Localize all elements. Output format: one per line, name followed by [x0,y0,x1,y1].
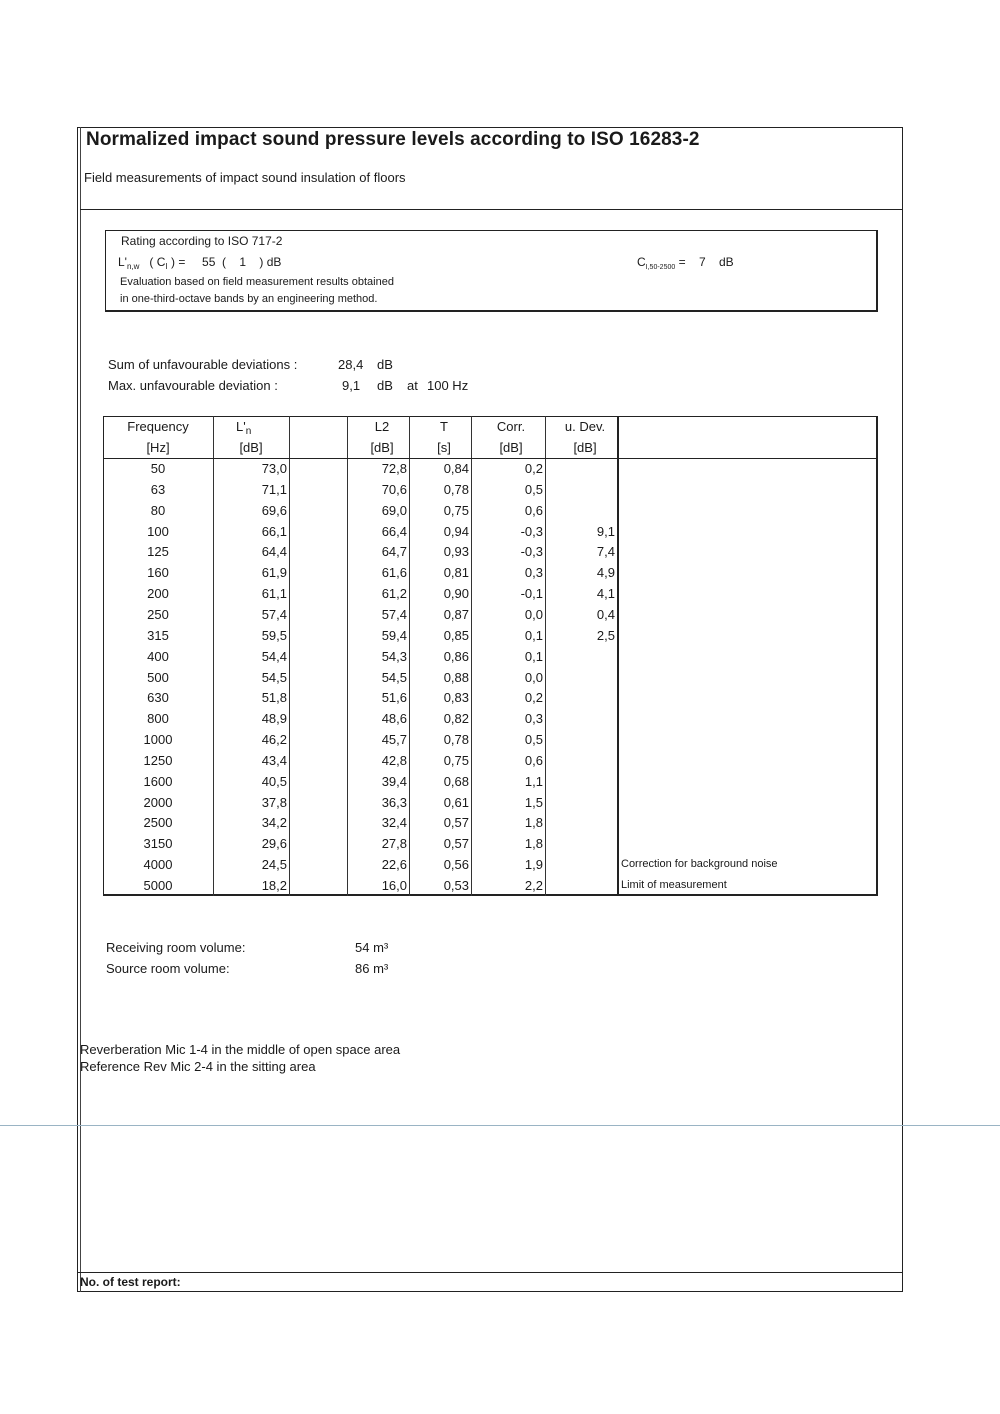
cell-ln: 73,0 [261,461,287,476]
cell-l2: 48,6 [381,711,407,726]
cell-ln: 71,1 [261,482,287,497]
lnw-subscript: n,w [126,262,140,271]
rating-heading: Rating according to ISO 717-2 [121,234,283,248]
cell-ln: 61,9 [261,565,287,580]
header-udev-unit: [dB] [573,440,597,455]
cell-l2: 54,3 [381,649,407,664]
header-corr-unit: [dB] [499,440,523,455]
sum-deviations-label: Sum of unfavourable deviations : [108,357,298,372]
cell-l2: 64,7 [381,544,407,559]
cell-l2: 57,4 [381,607,407,622]
cell-corr: 0,5 [524,732,543,747]
cell-t: 0,93 [443,544,469,559]
cell-t: 0,90 [443,586,469,601]
cell-l2: 61,2 [381,586,407,601]
cell-frequency: 5000 [143,878,173,893]
cell-corr: 0,1 [524,649,543,664]
header-udev: u. Dev. [564,419,606,434]
cell-l2: 36,3 [381,795,407,810]
cell-t: 0,75 [443,753,469,768]
remark-line-2: Reference Rev Mic 2-4 in the sitting area [80,1059,316,1074]
cell-t: 0,94 [443,524,469,539]
evaluation-line-1: Evaluation based on field measurement results obtained [120,276,394,288]
cell-frequency: 200 [147,586,169,601]
cell-l2: 16,0 [381,878,407,893]
header-t-unit: [s] [437,440,451,455]
cell-l2: 69,0 [381,503,407,518]
cell-corr: 0,2 [524,690,543,705]
cell-corr: 1,8 [524,815,543,830]
cell-ln: 37,8 [261,795,287,810]
cell-frequency: 125 [147,544,169,559]
cell-l2: 61,6 [381,565,407,580]
footer-separator [77,1272,903,1273]
header-corr: Corr. [496,419,526,434]
cell-t: 0,78 [443,732,469,747]
ci-symbol: C [156,255,166,269]
cell-udev: 0,4 [596,607,615,622]
cell-udev: 4,9 [596,565,615,580]
cell-l2: 32,4 [381,815,407,830]
cell-ln: 64,4 [261,544,287,559]
cell-corr: 0,0 [524,670,543,685]
cell-corr: 1,5 [524,795,543,810]
col-rule [545,416,546,896]
cell-frequency: 100 [147,524,169,539]
remark-line-1: Reverberation Mic 1-4 in the middle of open space area [80,1042,401,1057]
cell-frequency: 3150 [143,836,173,851]
header-ln-unit: [dB] [239,440,263,455]
cell-corr: 2,2 [524,878,543,893]
rating-formula: $L'_{n,w}$ ( $C_I$ ) = 55 ( 1 ) dB [118,255,282,271]
cell-l2: 45,7 [381,732,407,747]
cell-ln: 57,4 [261,607,287,622]
cell-ln: 54,4 [261,649,287,664]
cell-corr: 1,1 [524,774,543,789]
scan-artifact-line [0,1125,1000,1126]
header-separator [80,209,903,210]
cell-l2: 54,5 [381,670,407,685]
ci-range-subscript: I,50-2500 [645,264,676,271]
cell-udev: 9,1 [596,524,615,539]
ci-value: 1 [239,255,247,269]
page-subtitle: Field measurements of impact sound insulation of floors [84,170,406,185]
cell-ln: 43,4 [261,753,287,768]
evaluation-line-2: in one-third-octave bands by an engineering method. [120,293,378,305]
cell-corr: -0,3 [520,544,543,559]
cell-t: 0,53 [443,878,469,893]
cell-t: 0,57 [443,815,469,830]
cell-corr: -0,1 [520,586,543,601]
max-deviation-frequency: 100 Hz [427,378,469,393]
cell-corr: 0,6 [524,753,543,768]
cell-t: 0,56 [443,857,469,872]
cell-frequency: 80 [150,503,166,518]
note-limit-of-measurement: Limit of measurement [621,879,727,891]
cell-udev: 4,1 [596,586,615,601]
cell-ln: 34,2 [261,815,287,830]
cell-t: 0,68 [443,774,469,789]
cell-frequency: 630 [147,690,169,705]
col-rule [617,416,619,896]
source-volume-value: 86 m³ [355,961,389,976]
cell-l2: 72,8 [381,461,407,476]
sum-deviations-unit: dB [377,357,393,372]
cell-frequency: 315 [147,628,169,643]
cell-t: 0,61 [443,795,469,810]
header-ln-symbol: L' [236,419,246,434]
header-rule [103,458,878,459]
cell-ln: 24,5 [261,857,287,872]
cell-t: 0,81 [443,565,469,580]
ci-range-value: 7 [698,255,706,269]
cell-frequency: 2000 [143,795,173,810]
cell-t: 0,78 [443,482,469,497]
cell-frequency: 400 [147,649,169,664]
cell-t: 0,86 [443,649,469,664]
receiving-volume-label: Receiving room volume: [106,940,246,955]
sum-deviations-value: 28,4 [338,357,364,372]
cell-corr: 0,3 [524,711,543,726]
lnw-value: 55 [202,255,216,269]
header-frequency: Frequency [127,419,189,434]
col-rule [289,416,290,896]
cell-l2: 42,8 [381,753,407,768]
cell-corr: 0,3 [524,565,543,580]
cell-frequency: 160 [147,565,169,580]
cell-frequency: 63 [150,482,166,497]
ci-range-formula: $C_{I,50-2500}$ = 7 dB [637,255,734,271]
ci-range-symbol: C [637,255,646,269]
cell-l2: 22,6 [381,857,407,872]
cell-ln: 46,2 [261,732,287,747]
cell-frequency: 250 [147,607,169,622]
cell-udev: 2,5 [596,628,615,643]
header-l2: L2 [374,419,390,434]
header-ln [236,419,252,437]
cell-ln: 18,2 [261,878,287,893]
cell-frequency: 1000 [143,732,173,747]
max-deviation-value: 9,1 [342,378,361,393]
header-frequency-unit: [Hz] [146,440,170,455]
cell-t: 0,87 [443,607,469,622]
cell-t: 0,57 [443,836,469,851]
ci-subscript: I [165,262,168,271]
cell-corr: -0,3 [520,524,543,539]
cell-corr: 0,5 [524,482,543,497]
cell-ln: 29,6 [261,836,287,851]
receiving-volume-value: 54 m³ [355,940,389,955]
cell-t: 0,88 [443,670,469,685]
cell-frequency: 1250 [143,753,173,768]
lnw-symbol: L' [118,255,127,269]
ci-range-unit: dB [718,255,734,269]
cell-l2: 66,4 [381,524,407,539]
cell-ln: 59,5 [261,628,287,643]
max-deviation-at: at [407,378,418,393]
cell-corr: 1,8 [524,836,543,851]
cell-frequency: 1600 [143,774,173,789]
cell-frequency: 4000 [143,857,173,872]
header-ln-subscript: n [245,426,252,437]
cell-frequency: 2500 [143,815,173,830]
test-report-label: No. of test report: [80,1275,181,1289]
cell-l2: 70,6 [381,482,407,497]
cell-corr: 0,6 [524,503,543,518]
header-t: T [440,419,448,434]
cell-ln: 66,1 [261,524,287,539]
cell-ln: 40,5 [261,774,287,789]
cell-t: 0,84 [443,461,469,476]
max-deviation-unit: dB [377,378,393,393]
cell-l2: 59,4 [381,628,407,643]
cell-frequency: 800 [147,711,169,726]
rating-unit: dB [266,255,282,269]
cell-corr: 0,1 [524,628,543,643]
cell-udev: 7,4 [596,544,615,559]
note-background-noise: Correction for background noise [621,858,778,870]
cell-t: 0,85 [443,628,469,643]
max-deviation-label: Max. unfavourable deviation : [108,378,278,393]
cell-frequency: 50 [150,461,166,476]
cell-corr: 0,0 [524,607,543,622]
cell-corr: 1,9 [524,857,543,872]
cell-l2: 51,6 [381,690,407,705]
cell-ln: 51,8 [261,690,287,705]
cell-l2: 27,8 [381,836,407,851]
frame-inner-rule [80,127,81,1292]
page-title: Normalized impact sound pressure levels according to ISO 16283-2 [86,129,700,150]
cell-t: 0,83 [443,690,469,705]
header-l2-unit: [dB] [370,440,394,455]
cell-frequency: 500 [147,670,169,685]
cell-t: 0,75 [443,503,469,518]
cell-corr: 0,2 [524,461,543,476]
cell-l2: 39,4 [381,774,407,789]
cell-ln: 48,9 [261,711,287,726]
cell-ln: 54,5 [261,670,287,685]
cell-ln: 61,1 [261,586,287,601]
source-volume-label: Source room volume: [106,961,230,976]
cell-ln: 69,6 [261,503,287,518]
cell-t: 0,82 [443,711,469,726]
